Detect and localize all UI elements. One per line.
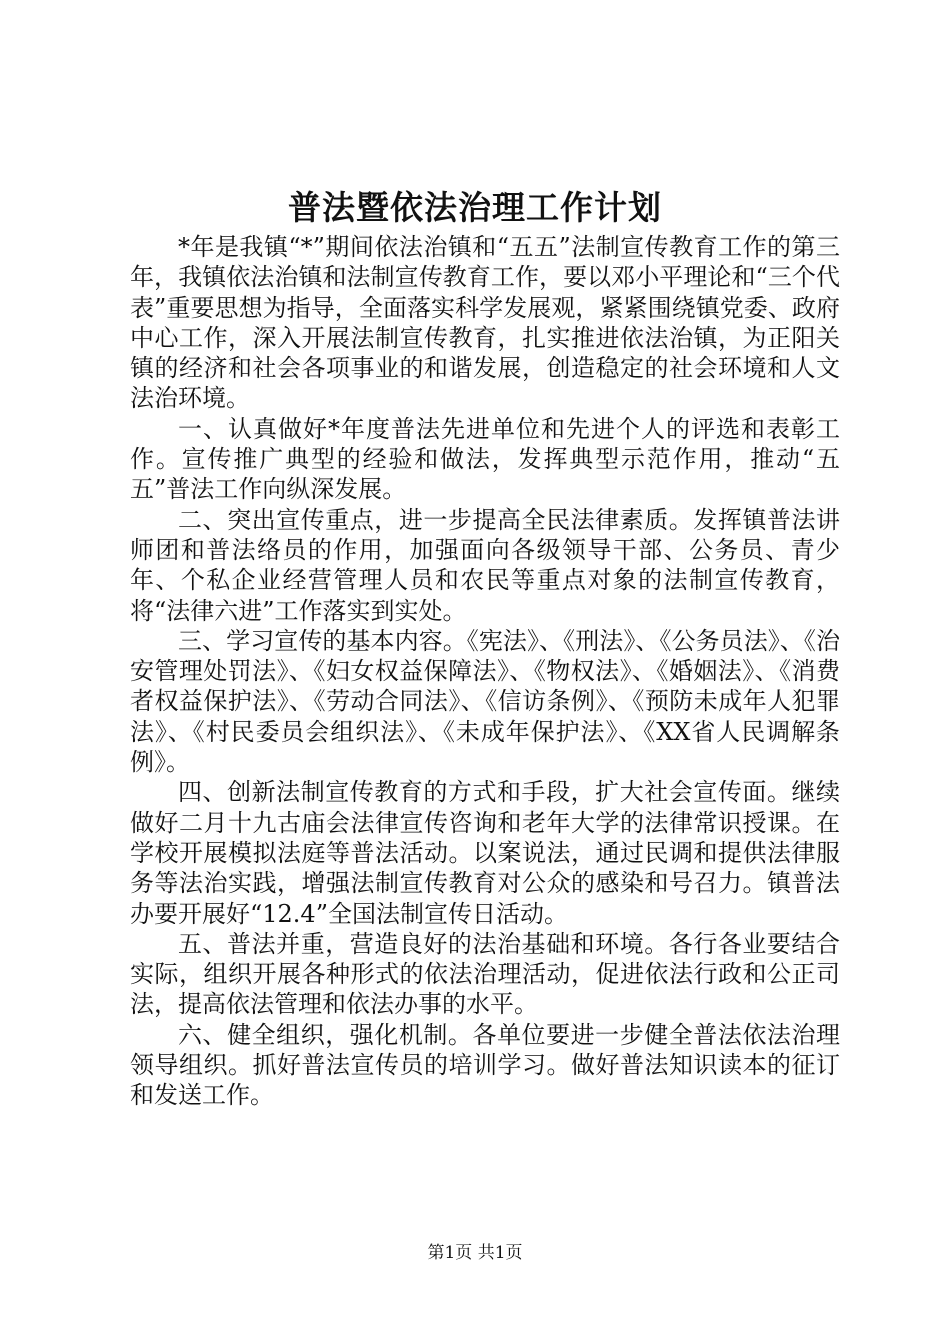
paragraph-item-6: 六、健全组织，强化机制。各单位要进一步健全普法依法治理领导组织。抓好普法宣传员的培训学习。做好普法知识读本的征订和发送工作。 xyxy=(130,1020,840,1110)
paragraph-item-5: 五、普法并重，营造良好的法治基础和环境。各行各业要结合实际，组织开展各种形式的依法治理活动，促进依法行政和公正司法，提高依法管理和依法办事的水平。 xyxy=(130,929,840,1019)
paragraph-item-4: 四、创新法制宣传教育的方式和手段，扩大社会宣传面。继续做好二月十九古庙会法律宣传咨询和老年大学的法律常识授课。在学校开展模拟法庭等普法活动。以案说法，通过民调和提供法律服务等法治实践，增强法制宣传教育对公众的感染和号召力。镇普法办要开展好“12.4”全国法制宣传日活动。 xyxy=(130,778,840,928)
document-body xyxy=(130,232,840,1111)
paragraph-item-2: 二、突出宣传重点，进一步提高全民法律素质。发挥镇普法讲师团和普法络员的作用，加强面向各级领导干部、公务员、青少年、个私企业经营管理人员和农民等重点对象的法制宣传教育，将“法律六进”工作落实到实处。 xyxy=(130,505,840,625)
paragraph-item-1: 一、认真做好*年度普法先进单位和先进个人的评选和表彰工作。宣传推广典型的经验和做法，发挥典型示范作用，推动“五五”普法工作向纵深发展。 xyxy=(130,414,840,504)
page-number-footer: 第1页 共1页 xyxy=(427,1243,523,1263)
paragraph-intro: *年是我镇“*”期间依法治镇和“五五”法制宣传教育工作的第三年，我镇依法治镇和法制宣传教育工作，要以邓小平理论和“三个代表”重要思想为指导，全面落实科学发展观，紧紧围绕镇党委、政府中心工作，深入开展法制宣传教育，扎实推进依法治镇，为正阳关镇的经济和社会各项事业的和谐发展，创造稳定的社会环境和人文法治环境。 xyxy=(130,233,840,413)
document-title: 普法暨依法治理工作计划 xyxy=(288,188,662,227)
paragraph-item-3: 三、学习宣传的基本内容。《宪法》、《刑法》、《公务员法》、《治安管理处罚法》、《妇女权益保障法》、《物权法》、《婚姻法》、《消费者权益保护法》、《劳动合同法》、《信访条例》、《预防未成年人犯罪法》、《村民委员会组织法》、《未成年保护法》、《XX省人民调解条例》。 xyxy=(130,626,840,777)
